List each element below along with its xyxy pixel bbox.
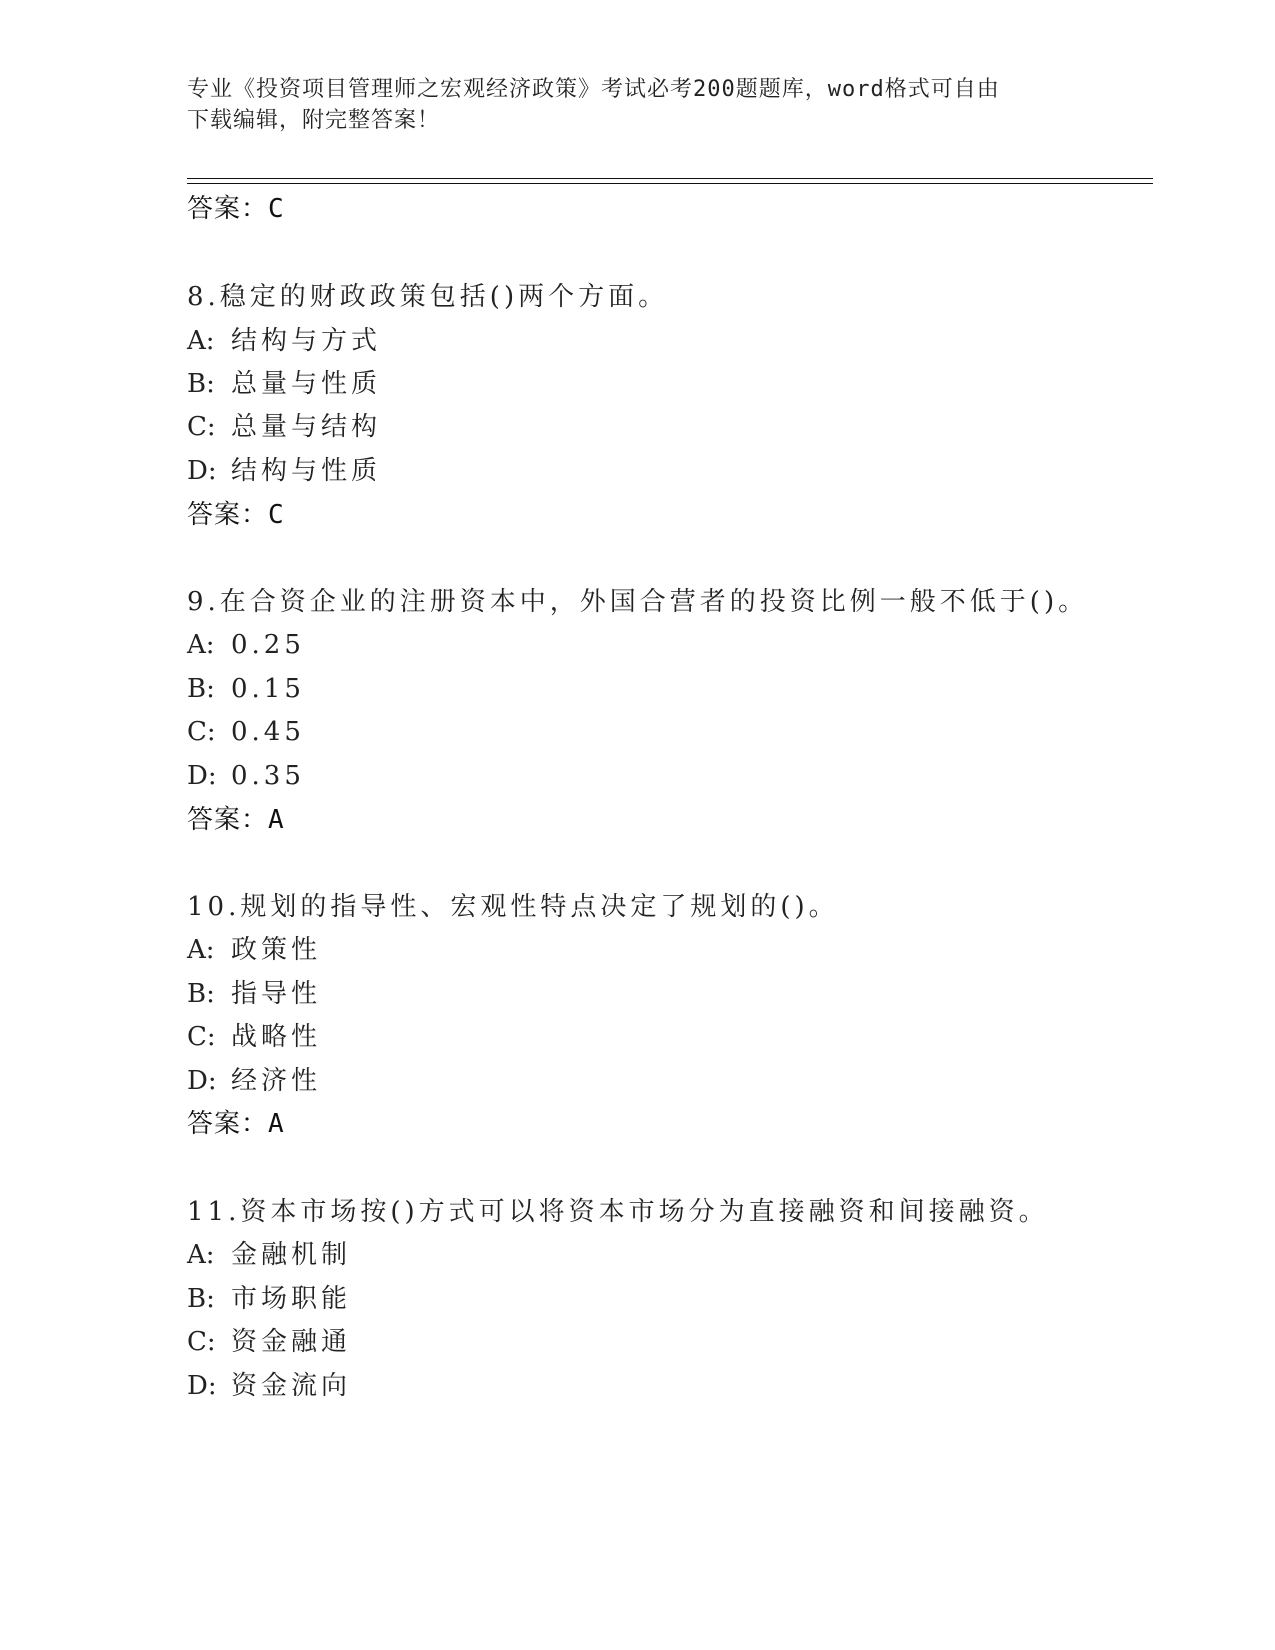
option-a [187,628,305,662]
option-letter: D: [187,1066,217,1096]
option-b [187,672,305,706]
option-letter: D: [187,456,217,486]
question-stem: 8.稳定的财政政策包括()两个方面。 [187,282,669,312]
option-c [187,1020,321,1054]
option-text: 资金流向 [231,1371,352,1401]
option-letter: C: [187,1022,216,1052]
option-d [187,454,381,488]
option-text: 结构与方式 [231,326,382,356]
option-c [187,1325,351,1359]
option-letter: B: [187,1284,215,1314]
question-stem: 11.资本市场按()方式可以将资本市场分为直接融资和间接融资。 [187,1197,1049,1227]
option-a [187,933,321,967]
option-text: 经济性 [231,1066,322,1096]
option-letter: C: [187,412,216,442]
option-letter: D: [187,761,217,791]
header-line-1: 专业《投资项目管理师之宏观经济政策》考试必考200题题库，word格式可自由 [187,77,1000,102]
option-letter: A: [187,326,215,356]
option-a [187,324,381,358]
option-c [187,715,305,749]
answer-line: 答案：A [187,1109,285,1139]
option-d [187,1064,321,1098]
header-line-2: 下载编辑，附完整答案！ [187,108,441,133]
option-text: 市场职能 [231,1284,352,1314]
question-stem: 9.在合资企业的注册资本中，外国合营者的投资比例一般不低于()。 [187,587,1089,617]
option-letter: A: [187,630,215,660]
option-letter: A: [187,1240,215,1270]
answer-line: 答案：A [187,805,285,835]
option-text: 战略性 [231,1022,322,1052]
option-letter: C: [187,717,216,747]
answer-line: 答案：C [187,500,285,530]
option-letter: A: [187,935,215,965]
header-divider-top [187,178,1153,179]
option-text: 总量与性质 [231,369,382,399]
document-header [187,74,1067,136]
option-b [187,977,321,1011]
option-text: 总量与结构 [231,412,382,442]
option-letter: C: [187,1327,216,1357]
option-text: 0.35 [231,761,305,791]
option-text: 0.25 [231,630,305,660]
option-text: 0.45 [231,717,305,747]
option-text: 结构与性质 [231,456,382,486]
option-b [187,1282,351,1316]
option-letter: B: [187,979,215,1009]
option-d [187,1369,351,1403]
option-text: 指导性 [231,979,322,1009]
option-text: 资金融通 [231,1327,352,1357]
option-text: 0.15 [231,674,305,704]
option-c [187,410,381,444]
option-letter: B: [187,674,215,704]
option-letter: B: [187,369,215,399]
question-stem: 10.规划的指导性、宏观性特点决定了规划的()。 [187,892,839,922]
option-b [187,367,381,401]
option-a [187,1238,351,1272]
answer-line: 答案：C [187,194,285,224]
option-text: 政策性 [231,935,322,965]
option-letter: D: [187,1371,217,1401]
option-text: 金融机制 [231,1240,352,1270]
option-d [187,759,305,793]
header-divider-bottom [187,183,1153,184]
